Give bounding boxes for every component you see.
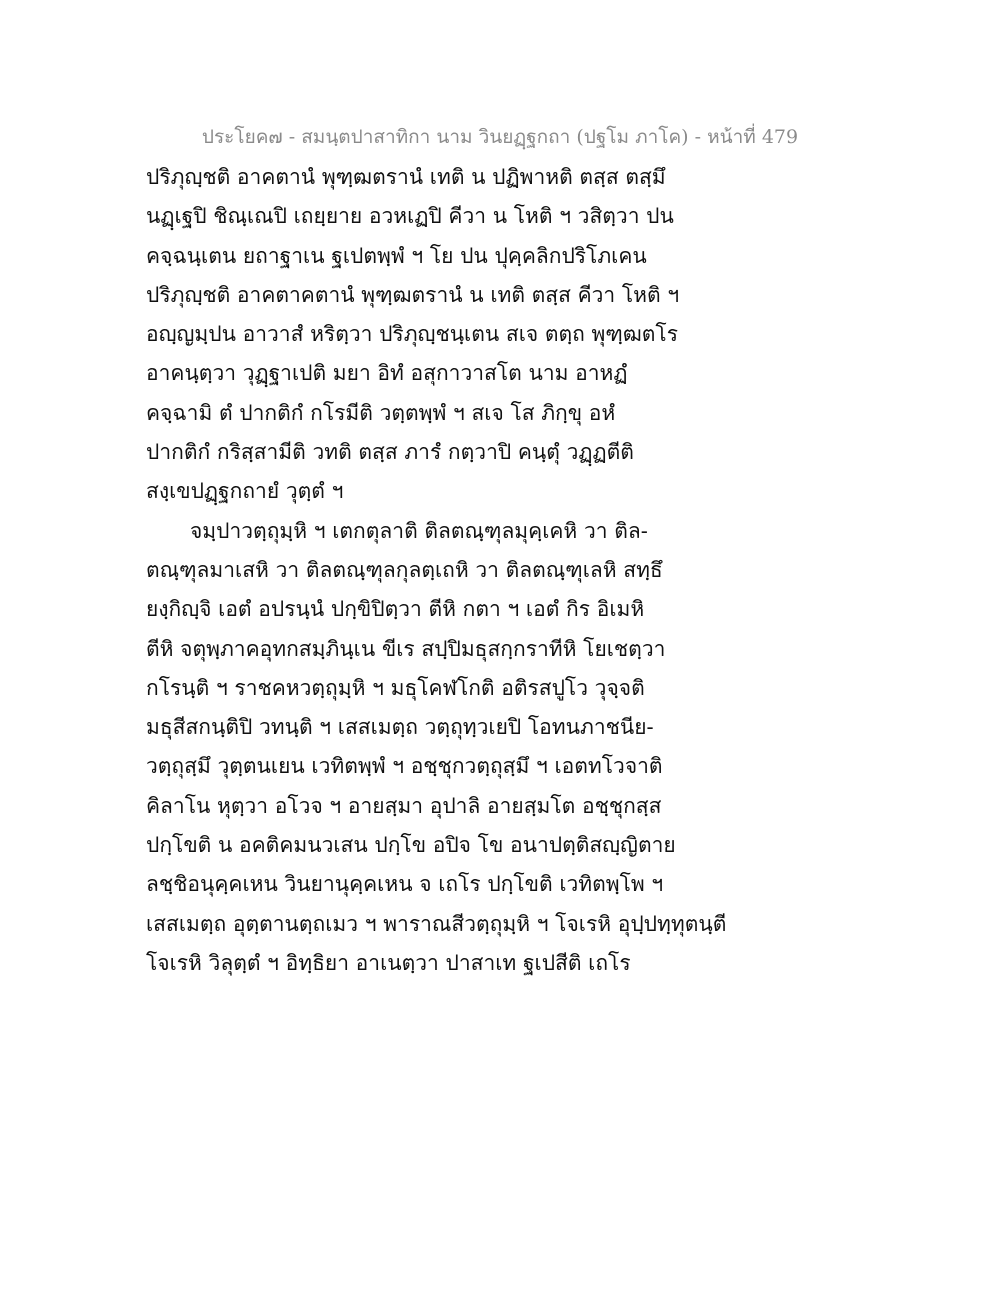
text-line: สงฺเขปฏฺฐกถายํ วุตฺตํ ฯ [146, 479, 344, 504]
text-line: มธุสีสกนฺติปิ วทนฺติ ฯ เสสเมตฺถ วตฺถุทฺวเยปิ โอทนภาชนีย- [146, 715, 654, 740]
text-line: ตณฺฑุลมาเสหิ วา ติลตณฺฑุลกุลตฺเถหิ วา ติลตณฺฑุเลหิ สทฺธึ [146, 557, 663, 582]
text-line: คจฺฉามิ ตํ ปากติกํ กโรมีติ วตฺตพฺพํ ฯ สเจ โส ภิกฺขุ อหํ [146, 400, 616, 425]
text-line: คิลาโน หุตฺวา อโวจ ฯ อายสฺมา อุปาลิ อายสฺมโต อชฺชุกสฺส [146, 793, 662, 818]
text-line: เสสเมตฺถ อุตฺตานตฺถเมว ฯ พาราณสีวตฺถุมฺหิ ฯ โจเรหิ อุปฺปทฺทุตนฺตี [146, 911, 727, 936]
paragraph-start-line: จมฺปาวตฺถุมฺหิ ฯ เตกตุลาติ ติลตณฺฑุลมุคฺเคหิ วา ติล- [190, 518, 648, 543]
text-line: กโรนฺติ ฯ ราชคหวตฺถุมฺหิ ฯ มธุโคฬโกติ อติรสปูโว วุจฺจติ [146, 675, 645, 700]
text-line: โจเรหิ วิลุตฺตํ ฯ อิทฺธิยา อาเนตฺวา ปาสาเท ฐเปสีติ เถโร [146, 950, 631, 975]
text-line: ยงฺกิญฺจิ เอตํ อปรนฺนํ ปกฺขิปิตฺวา ตีหิ กตา ฯ เอตํ กิร อิเมหิ [146, 597, 645, 622]
body-text [146, 158, 727, 983]
text-line: นฏฺเฐปิ ชิณฺเณปิ เถยฺยาย อวหเฏปิ คีวา น โหติ ฯ วสิตฺวา ปน [146, 204, 674, 229]
text-line: ลชฺชิอนุคฺคเหน วินยานุคฺคเหน จ เถโร ปกฺโขติ เวทิตพฺโพ ฯ [146, 872, 664, 897]
running-header: ประโยค๗ - สมนฺตปาสาทิกา นาม วินยฏฺฐกถา (ปฐโม ภาโค) - หน้าที่ 479 [201, 126, 799, 148]
text-line: อญฺญมฺปน อาวาสํ หริตฺวา ปริภุญฺชนฺเตน สเจ ตตฺถ พุฑฺฒตโร [146, 322, 678, 347]
text-line: ปากติกํ กริสฺสามีติ วทติ ตสฺส ภารํ กตฺวาปิ คนฺตุํ วฏฺฏตีติ [146, 440, 634, 465]
text-line: คจฺฉนฺเตน ยถาฐาเน ฐเปตพฺพํ ฯ โย ปน ปุคฺคลิกปริโภเคน [146, 243, 647, 268]
text-line: ปริภุญฺชติ อาคตานํ พุฑฺฒตรานํ เทติ น ปฏิพาหติ ตสฺส ตสฺมึ [146, 165, 666, 189]
text-line: ปกฺโขติ น อคติคมนวเสน ปกฺโข อปิจ โข อนาปตฺติสญฺญิตาย [146, 833, 676, 858]
text-line: วตฺถุสฺมึ วุตฺตนเยน เวทิตพฺพํ ฯ อชฺชุกวตฺถุสฺมึ ฯ เอตทโวจาติ [146, 754, 663, 779]
text-line: ตีหิ จตุพฺภาคอุทกสมฺภินฺเน ขีเร สปฺปิมธุสกฺกราทีหิ โยเชตฺวา [146, 636, 666, 661]
text-line: ปริภุญฺชติ อาคตาคตานํ พุฑฺฒตรานํ น เทติ ตสฺส คีวา โหติ ฯ [146, 282, 680, 307]
text-line: อาคนฺตฺวา วุฏฺฐาเปติ มยา อิทํ อสุกาวาสโต นาม อาหฏํ [146, 361, 628, 386]
